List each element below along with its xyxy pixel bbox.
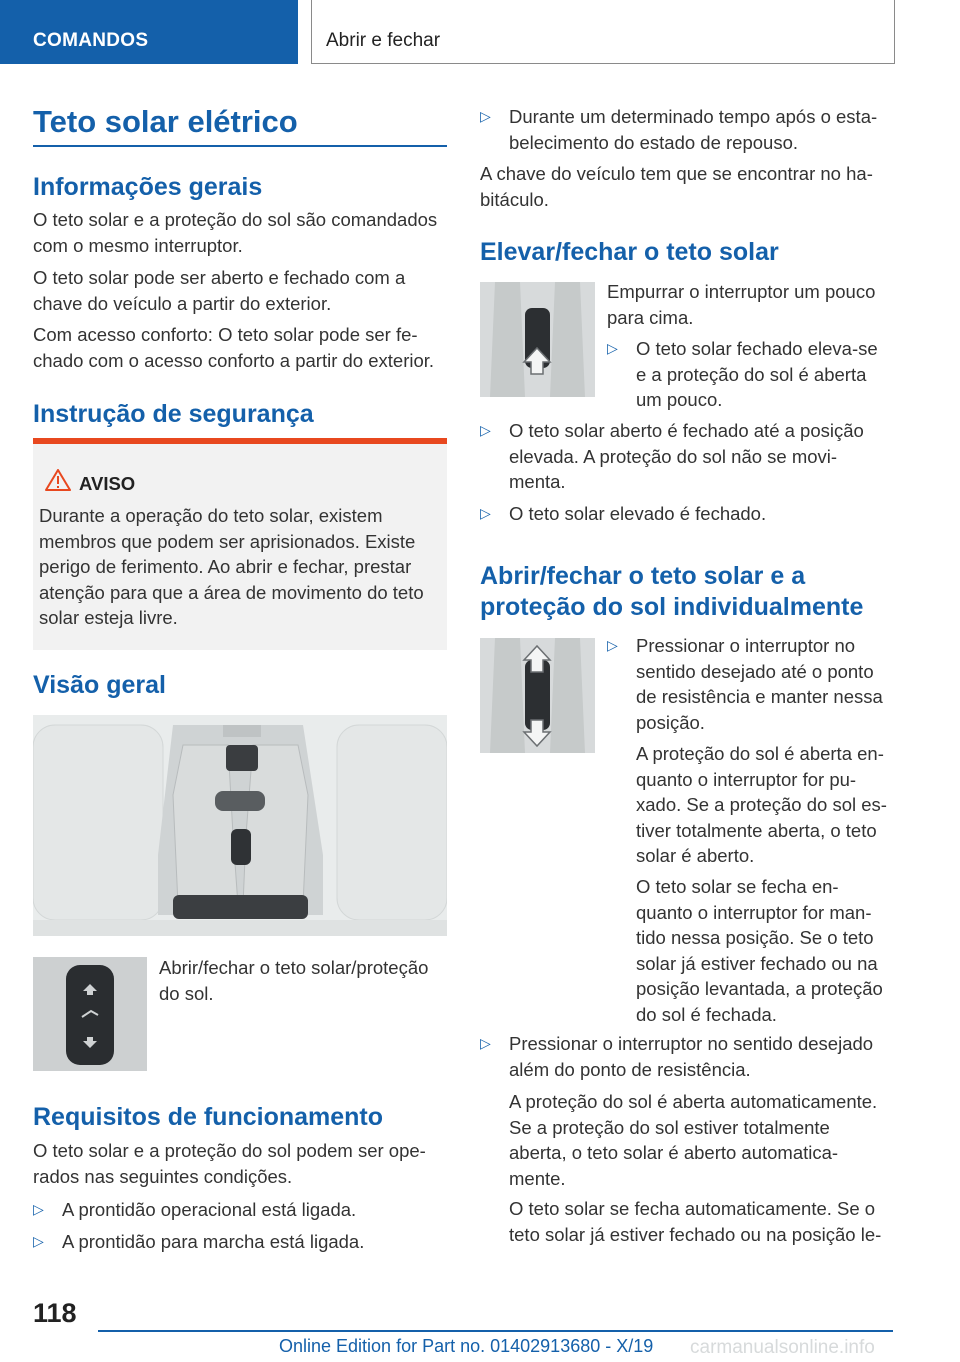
- individual-heading: [480, 561, 863, 623]
- individual-switch-photo: [480, 638, 595, 753]
- text-line: membros que podem ser aprisionados. Existe: [39, 530, 416, 552]
- text-line: um pouco.: [636, 389, 723, 410]
- text-line: Pressionar o interruptor no: [636, 635, 856, 656]
- switch-photo: [33, 957, 147, 1071]
- footer-rule: [98, 1330, 893, 1332]
- text-line: Pressionar o interruptor no sentido desejado: [509, 1033, 874, 1054]
- text-line: sentido desejado até o ponto: [636, 660, 874, 682]
- individual-paragraph: [509, 1196, 901, 1247]
- watermark: carmanualsonline.info: [690, 1337, 875, 1358]
- chapter-label: Abrir e fechar: [326, 30, 441, 51]
- section-label: COMANDOS: [33, 30, 149, 51]
- text-line: O teto solar fechado eleva-se: [636, 338, 878, 359]
- text-line: bitáculo.: [480, 188, 549, 210]
- text-line: O teto solar pode ser aberto e fechado com a: [33, 267, 406, 288]
- text-line: quanto o interruptor for man‐: [636, 901, 872, 923]
- list-item-text: [636, 336, 897, 413]
- list-item-text: [509, 104, 894, 155]
- text-line: atenção para que a área de movimento do teto: [39, 581, 424, 603]
- list-item: [480, 1031, 894, 1083]
- bullet-arrow-icon: ▷: [480, 505, 491, 521]
- text-line: aberta, o teto solar é aberto automatica‐: [509, 1142, 839, 1163]
- text-line: do sol é fechada.: [636, 1003, 777, 1025]
- warning-box: [33, 438, 447, 650]
- individual-paragraph: [636, 874, 898, 1027]
- bullet-arrow-icon: ▷: [33, 1233, 44, 1249]
- edition-note: Online Edition for Part no. 01402913680 - X/19: [279, 1336, 654, 1356]
- text-line: Durante um determinado tempo após o esta‐: [509, 106, 878, 127]
- sliding-switch-illustration: [33, 957, 147, 1071]
- bullet-arrow-icon: ▷: [33, 1201, 44, 1217]
- list-item: [480, 104, 894, 156]
- text-line: Com acesso conforto: O teto solar pode ser fe‐: [33, 324, 418, 345]
- section-tab: [0, 0, 298, 64]
- title-rule: [33, 145, 447, 147]
- text-line: tiver totalmente aberta, o teto: [636, 819, 877, 841]
- switch-up-down-illustration: [480, 638, 595, 753]
- text-line: Empurrar o interruptor um pouco: [607, 281, 876, 302]
- list-item: [33, 1197, 447, 1223]
- requirements-intro: [33, 1138, 453, 1189]
- individual-paragraph: [509, 1089, 901, 1191]
- text-line: xado. Se a proteção do sol es‐: [636, 794, 887, 815]
- switch-caption: [159, 955, 449, 1006]
- text-line: menta.: [509, 471, 566, 492]
- overview-photo: [33, 715, 447, 936]
- text-line: chave do veículo a partir do exterior.: [33, 292, 332, 314]
- text-line: elevada. A proteção do sol não se movi‐: [509, 445, 838, 467]
- bullet-arrow-icon: ▷: [480, 422, 491, 438]
- text-line: para cima.: [607, 306, 694, 328]
- text-line: teto solar já estiver fechado ou na posição le‐: [509, 1223, 882, 1245]
- switch-push-up-illustration: [480, 282, 595, 397]
- raise-heading: Elevar/fechar o teto solar: [480, 238, 779, 266]
- page-number: 118: [33, 1298, 77, 1328]
- text-line: solar é aberto.: [636, 845, 755, 866]
- text-line: perigo de ferimento. Ao abrir e fechar, prestar: [39, 556, 412, 577]
- text-line: quanto o interruptor for pu‐: [636, 768, 857, 790]
- list-item-text: [636, 633, 897, 735]
- text-line: com o mesmo interruptor.: [33, 234, 243, 256]
- bullet-arrow-icon: ▷: [480, 108, 491, 124]
- text-line: O teto solar se fecha automaticamente. Se o: [509, 1198, 876, 1219]
- list-item-text: A prontidão operacional está ligada.: [62, 1199, 357, 1220]
- warning-text: [39, 503, 444, 631]
- page-title: Teto solar elétrico: [33, 104, 298, 139]
- overhead-console-illustration: [33, 715, 447, 936]
- list-item-text: O teto solar elevado é fechado.: [509, 503, 767, 524]
- text-line: Durante a operação do teto solar, existem: [39, 505, 383, 526]
- list-item: [480, 418, 894, 495]
- requirements-heading: Requisitos de funcionamento: [33, 1103, 384, 1131]
- text-line: solar esteja livre.: [39, 607, 178, 628]
- text-line: Se a proteção do sol estiver totalmente: [509, 1116, 830, 1138]
- individual-paragraph: [636, 741, 898, 869]
- list-item: [480, 501, 894, 527]
- text-line: O teto solar e a proteção do sol podem ser ope‐: [33, 1140, 426, 1161]
- text-line: A chave do veículo tem que se encontrar no ha‐: [480, 163, 873, 184]
- list-item-text: [509, 418, 894, 495]
- text-line: mente.: [509, 1167, 566, 1189]
- text-line: além do ponto de resistência.: [509, 1058, 751, 1080]
- list-item-text: A prontidão para marcha está ligada.: [62, 1231, 365, 1252]
- text-line: do sol.: [159, 982, 214, 1004]
- text-line: Abrir/fechar o teto solar/proteção: [159, 957, 429, 978]
- bullet-arrow-icon: ▷: [607, 340, 618, 356]
- text-line: O teto solar aberto é fechado até a posição: [509, 420, 864, 441]
- text-line: e a proteção do sol é aberta: [636, 363, 867, 385]
- text-line: O teto solar e a proteção do sol são comandados: [33, 209, 438, 230]
- raise-switch-photo: [480, 282, 595, 397]
- text-line: A proteção do sol é aberta automaticamente.: [509, 1091, 878, 1112]
- text-line: de resistência e manter nessa: [636, 686, 883, 707]
- bullet-arrow-icon: ▷: [607, 637, 618, 653]
- overview-heading: Visão geral: [33, 671, 166, 699]
- list-item: [33, 1229, 447, 1255]
- heading-line: proteção do sol individualmente: [480, 593, 864, 621]
- text-line: posição levantada, a proteção: [636, 978, 883, 999]
- key-paragraph: [480, 161, 895, 212]
- text-line: tido nessa posição. Se o teto: [636, 927, 874, 948]
- general-heading: Informações gerais: [33, 173, 263, 201]
- warning-triangle-icon: [45, 469, 71, 491]
- chapter-tab: [311, 0, 895, 64]
- text-line: posição.: [636, 711, 705, 733]
- text-line: rados nas seguintes condições.: [33, 1165, 293, 1187]
- text-line: solar já estiver fechado ou na: [636, 952, 878, 974]
- warning-title: AVISO: [79, 473, 136, 494]
- text-line: belecimento do estado de repouso.: [509, 131, 799, 153]
- general-paragraph-1: [33, 207, 453, 258]
- raise-intro: [607, 279, 897, 330]
- safety-heading: Instrução de segurança: [33, 400, 314, 428]
- heading-line: Abrir/fechar o teto solar e a: [480, 562, 806, 590]
- text-line: O teto solar se fecha en‐: [636, 876, 839, 897]
- text-line: A proteção do sol é aberta en‐: [636, 743, 884, 764]
- general-paragraph-2: [33, 265, 453, 316]
- general-paragraph-3: [33, 322, 453, 373]
- list-item: [607, 336, 897, 413]
- list-item-text: [509, 1031, 894, 1082]
- bullet-arrow-icon: ▷: [480, 1035, 491, 1051]
- list-item: [607, 633, 897, 735]
- text-line: chado com o acesso conforto a partir do exterior.: [33, 349, 435, 371]
